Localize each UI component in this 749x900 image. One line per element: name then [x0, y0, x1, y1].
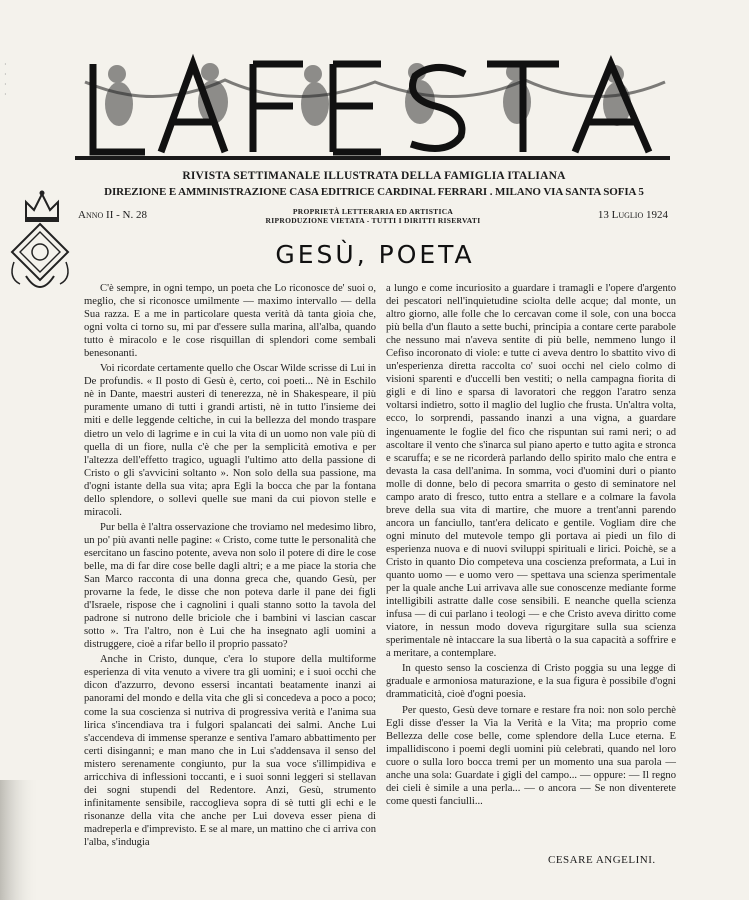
paragraph: Voi ricordate certamente quello che Oscar Wilde scrisse di Lui in De profundis. « Il posto di Gesù è, certo, coi poeti... Nè in Eschilo nè in Dante, maestri austeri di tenerezza, nè in Shakespeare, il più puramente umano di tutti i grandi artisti, nè in tutto l'insieme dei miti e delle leggende celtiche, in cui la bellezza del mondo traspare dietro un velo di lagrime e in cui la vita di un uomo non vale più di quella di un fiore, nulla c'è che per la semplicità emotiva e per l'altezza dell'effetto tragico, uguagli l'ultimo atto della passione di Cristo o gli s'avvicini soltanto ». Non solo della sua passione, ma d'ogni istante della sua vita; apra Egli la bocca che par la fontana dello splendore, o sollevi quelle sue mani da cui piovon stelle e miracoli.: [84, 363, 376, 518]
rights-notice: [233, 207, 513, 225]
author-signature: CESARE ANGELINI.: [548, 854, 656, 866]
issue-number: Anno II - N. 28: [78, 209, 147, 221]
page-edge-shadow: [0, 780, 40, 900]
paragraph: Anche in Cristo, dunque, c'era lo stupore della multiforme esperienza di vita venuto a vivere tra gli uomini; e i suoi occhi che dicon d'azzurro, devono essersi incantati beatamente inanzi ai panorami del mondo e della vita che gli si concedeva a poco a poco; come la sua coscienza si nutriva di progressiva verità e l'anima sua lirica s'incendiava tra i fulgori spalancati dei salmi. Anche Lui s'accendeva di immense speranze e sentiva l'amaro abbattimento per certi disinganni; e man mano che in Lui s'addensava il senso del mistero serenamente congiunto, pur la sua voce s'illimpidiva e arricchiva di inflessioni toccanti, e i suoi sonni leggeri si stellavan dei sogni stupendi del Redentore. Anzi, Gesù, strumento infinitamente sensibile, raccoglieva sopra di sè tutti gli echi e le risonanze della vita che anche per Lui doveva esser piena di madreperla e d'imprevisto. E se al mare, un mattino che ci arriva con l'alba, s'indugia: [84, 654, 376, 848]
paragraph: Per questo, Gesù deve tornare e restare fra noi: non solo perchè Egli disse d'esser la Via la Verità e la Vita; ma proprio come Bellezza delle cose belle, come splendore della Luce eterna. E impallidiscono i poemi degli uomini più celebrati, quando nel loro cuore o sulla loro bocca tremi per un momento una sua parola — anche una sola: Guardate i gigli del campo... — oppure: — Il regno dei cieli è simile a una perla... — o ancora — Se non diventerete come questi fanciulli...: [386, 704, 676, 807]
paragraph: In questo senso la coscienza di Cristo poggia su una legge di graduale e armoniosa maturazione, e la sua figura è possibile d'ogni drammaticità, cioè d'ogni poesia.: [386, 663, 676, 701]
right-column: [386, 282, 676, 810]
issue-row: [78, 207, 668, 229]
masthead-illustration: [75, 52, 670, 164]
margin-marks: · · · ·: [4, 60, 7, 99]
paragraph: C'è sempre, in ogni tempo, un poeta che Lo riconosce de' suoi o, meglio, che si riconosce umilmente — maximo intervallo — della Sua razza. E a me in particolare questa verità dà tanta gioia che, ogni volta ci torno su, mi par d'essere sulla marina, all'alba, quando tutto è miracolo e le cose risquillan di splendori come sembali benesonanti.: [84, 283, 376, 360]
masthead-subtitle: RIVISTA SETTIMANALE ILLUSTRATA DELLA FAMIGLIA ITALIANA: [182, 170, 566, 182]
masthead-direction: DIREZIONE E AMMINISTRAZIONE CASA EDITRICE CARDINAL FERRARI . MILANO VIA SANTA SOFIA 5: [104, 186, 644, 198]
rights-line-2: RIPRODUZIONE VIETATA - TUTTI I DIRITTI RISERVATI: [265, 216, 481, 225]
paragraph: Pur bella è l'altra osservazione che troviamo nel medesimo libro, un po' più avanti nelle pagine: « Cristo, come tutte le personalità che esercitano un fascino potente, aveva non solo il potere di dire le cose belle, ma di far dire cose belle dagli altri; e a me piace la storia che San Marco racconta di una donna greca che, quando Gesù, per provarne la fede, le disse che non poteva darle il pane dei figli d'Israele, rispose che i cagnolini i quali stanno sotto la tavola del padrone si nutrono delle briciole che i bambini vi lascian cascar sotto ». Tra l'altro, non è Lui che ha insegnato agli uomini a distruggere, cioè a rifar bello il proprio passato?: [84, 521, 376, 651]
article-title: GESÙ, POETA: [275, 240, 475, 269]
emblem-icon: [6, 218, 74, 302]
paragraph: a lungo e come incuriosito a guardare i tramagli e l'opere d'argento dei pescatori nell'inquietudine sciolta delle acque; dal monte, un altro giorno, alle folle che lo cercavan come il sole, con una bocca più bella d'un flauto a sette buchi, principia a contare certe parabole che nessuno mai n'aveva sentite di più belle, nemmeno lungo il Cefiso incoronato di viole: e tutte ci aveva dentro lo sbattito vivo di un'esperienza diretta raccolta co' suoi occhi nel cielo colmo di visioni sparenti e d'uccelli ben vestiti; o nella campagna fiorita di gigli e di lino e sparsa di lavoratori che reggon l'aratro senza voltarsi indietro, sotto il maglio del luglio che frusta. Un'altra volta, ecco, lo sorprendi, passando inanzi a una vigna, a guardare ingenuamente le foglie del fico che rispuntan sui rami neri; o ad ascoltare il vento che s'inarca sul piano aperto e tutto agita e stronca e scaruffa; e se ne ricorderà parlando dello spirito malo che entra e devasta la casa dell'anima. In somma, voci d'uomini duri o pianto molle di donne, belo di pecora smarrita o gesto di seminatore nel campo arato di fresco, tutto entra a stellare e a colmare la favola breve della sua vita di martire, che muore a trent'anni parendo ancora un fanciullo, tant'era delicato e gentile. Vogliam dire che ogni minuto del mutevole tempo gli portava ai piedi un filo di esperienza nuova e di nuovi sviluppi spirituali e lirici. Poichè, se a Cristo in quanto Dio competeva una coscienza preformata, a Lui in quanto uomo — e uomo vero — spettava una scienza sperimentale per la quale anche Lui arrivava alle sue conoscenze mediante forme intelligibili astratte dalle cose sensibili. E neanche quella scienza infusa — di cui parlano i teologi — e che Cristo aveva diritto come viatore, in nessun modo doveva rigurgitare sulla sua scienza sperimentale nè intaccare la sua libertà o la sua capacità a soffrire e a meritare, a contemplare.: [386, 283, 676, 660]
rights-line-1: PROPRIETÀ LETTERARIA ED ARTISTICA: [292, 207, 454, 216]
issue-date: 13 Luglio 1924: [597, 209, 668, 221]
left-column: [84, 282, 376, 851]
masthead: [75, 52, 670, 164]
